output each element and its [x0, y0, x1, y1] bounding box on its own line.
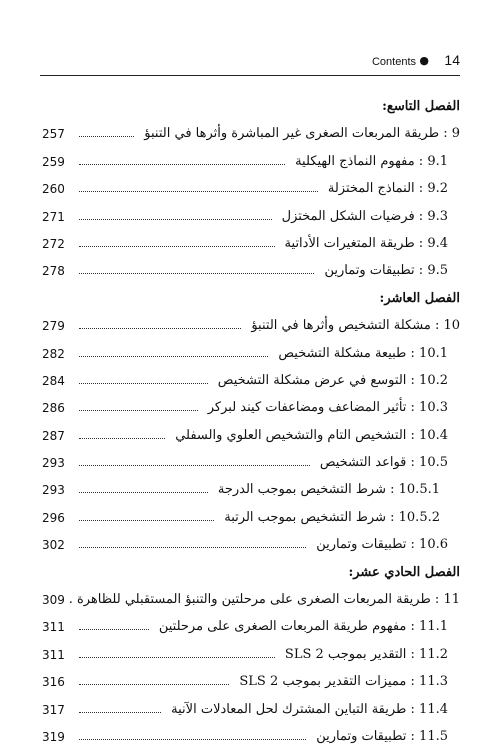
dot-leader	[79, 328, 241, 329]
toc-entry-page: 279	[42, 319, 65, 334]
dot-leader	[79, 383, 208, 384]
dot-leader	[79, 465, 310, 466]
toc-entry[interactable]	[42, 615, 460, 642]
toc-entry[interactable]	[42, 177, 460, 204]
page-number: 14	[444, 52, 460, 68]
chapter-heading	[42, 561, 460, 588]
toc-entry-title: 11.4 : طريقة التباين المشترك لحل المعادلات الآنية	[167, 700, 448, 720]
toc-entry-title: 11 : طريقة المربعات الصغرى على مرحلتين والتنبؤ المستقبلي للظاهرة .	[65, 590, 460, 610]
toc-entry-page: 272	[42, 236, 65, 251]
toc-entry[interactable]	[42, 451, 460, 478]
toc-entry-title: 10.6 : تطبيقات وتمارين	[312, 535, 448, 555]
header-label: Contents	[371, 56, 416, 68]
toc-entry-title: 9.5 : تطبيقات وتمارين	[320, 261, 448, 281]
dot-leader	[79, 739, 306, 740]
toc-entry[interactable]	[42, 396, 460, 423]
toc-entry-page: 317	[42, 702, 65, 717]
toc-entry-page: 286	[42, 401, 65, 416]
toc-entry-page: 302	[42, 538, 65, 553]
toc-entry-page: 309	[42, 593, 65, 608]
toc-entry[interactable]	[42, 588, 460, 615]
toc-entry[interactable]	[42, 232, 460, 259]
toc-entry[interactable]	[42, 259, 460, 286]
toc-entry[interactable]	[42, 342, 460, 369]
toc-entry[interactable]	[42, 643, 460, 670]
toc-entry-title: 10.5.1 : شرط التشخيص بموجب الدرجة	[214, 480, 440, 500]
dot-leader	[79, 684, 229, 685]
toc-entry[interactable]	[42, 205, 460, 232]
dot-leader	[79, 219, 272, 220]
toc-entry-title: 9 : طريقة المربعات الصغرى غير المباشرة وأثرها في التنبؤ	[140, 124, 460, 144]
toc-entry-title: 9.3 : فرضيات الشكل المختزل	[278, 207, 448, 227]
toc-entry-title: 11.1 : مفهوم طريقة المربعات الصغرى على مرحلتين	[155, 617, 448, 637]
toc-entry-page: 316	[42, 675, 65, 690]
toc-entry[interactable]	[42, 314, 460, 341]
toc-entry-page: 259	[42, 154, 65, 169]
toc-entry[interactable]	[42, 670, 460, 697]
chapter-heading-text: الفصل العاشر:	[376, 289, 460, 309]
toc-entry-title: 10.2 : التوسع في عرض مشكلة التشخيص	[214, 371, 448, 391]
dot-leader	[79, 712, 161, 713]
toc-entry-title: 10 : مشكلة التشخيص وأثرها في التنبؤ	[247, 316, 460, 336]
header-rule	[40, 75, 460, 76]
dot-leader	[79, 657, 275, 658]
toc-entry-title: 9.4 : طريقة المتغيرات الأداتية	[281, 234, 448, 254]
toc-entry[interactable]	[42, 506, 460, 533]
dot-leader	[79, 492, 208, 493]
toc-entry[interactable]	[42, 698, 460, 725]
toc-entry-page: 257	[42, 127, 65, 142]
toc-entry-title: 10.1 : طبيعة مشكلة التشخيص	[274, 344, 448, 364]
table-of-contents	[42, 95, 460, 752]
dot-leader	[79, 438, 165, 439]
toc-entry-title: 9.2 : النماذج المختزلة	[324, 179, 448, 199]
toc-entry-page: 311	[42, 647, 65, 662]
dot-leader	[79, 410, 198, 411]
toc-entry-page: 287	[42, 428, 65, 443]
chapter-heading	[42, 95, 460, 122]
dot-leader	[79, 356, 268, 357]
chapter-heading	[42, 287, 460, 314]
dot-leader	[79, 547, 306, 548]
dot-leader	[79, 629, 149, 630]
chapter-heading-text: الفصل الحادي عشر:	[344, 563, 460, 583]
toc-entry[interactable]	[42, 369, 460, 396]
toc-entry-title: 10.5.2 : شرط التشخيص بموجب الرتبة	[220, 508, 440, 528]
running-header	[42, 50, 460, 74]
toc-entry[interactable]	[42, 122, 460, 149]
toc-entry-title: 11.5 : تطبيقات وتمارين	[312, 727, 448, 747]
dot-leader	[79, 164, 285, 165]
toc-entry-page: 284	[42, 373, 65, 388]
dot-leader	[79, 191, 318, 192]
toc-entry-title: 10.5 : قواعد التشخيص	[316, 453, 448, 473]
dot-leader	[79, 136, 134, 137]
toc-entry-page: 278	[42, 264, 65, 279]
toc-entry[interactable]	[42, 725, 460, 752]
toc-entry-page: 260	[42, 182, 65, 197]
toc-entry-page: 296	[42, 510, 65, 525]
dot-leader	[79, 273, 314, 274]
toc-entry-page: 293	[42, 456, 65, 471]
toc-entry-title: 11.2 : التقدير بموجب 2 SLS	[281, 645, 448, 665]
toc-entry-title: 11.3 : مميزات التقدير بموجب 2 SLS	[235, 672, 448, 692]
chapter-heading-text: الفصل التاسع:	[378, 97, 460, 117]
toc-entry-page: 319	[42, 729, 65, 744]
bullet-icon: ●	[419, 54, 429, 67]
toc-entry-title: 10.3 : تأثير المضاعف ومضاعفات كيند لبركر	[204, 398, 448, 418]
toc-entry[interactable]	[42, 424, 460, 451]
toc-entry-page: 293	[42, 483, 65, 498]
toc-entry[interactable]	[42, 478, 460, 505]
toc-entry-title: 9.1 : مفهوم النماذج الهيكلية	[291, 152, 448, 172]
dot-leader	[79, 520, 214, 521]
toc-entry-title: 10.4 : التشخيص التام والتشخيص العلوي والسفلي	[171, 426, 448, 446]
toc-entry-page: 311	[42, 620, 65, 635]
toc-entry-page: 282	[42, 346, 65, 361]
toc-entry-page: 271	[42, 209, 65, 224]
toc-entry[interactable]	[42, 150, 460, 177]
dot-leader	[79, 246, 275, 247]
toc-entry[interactable]	[42, 533, 460, 560]
